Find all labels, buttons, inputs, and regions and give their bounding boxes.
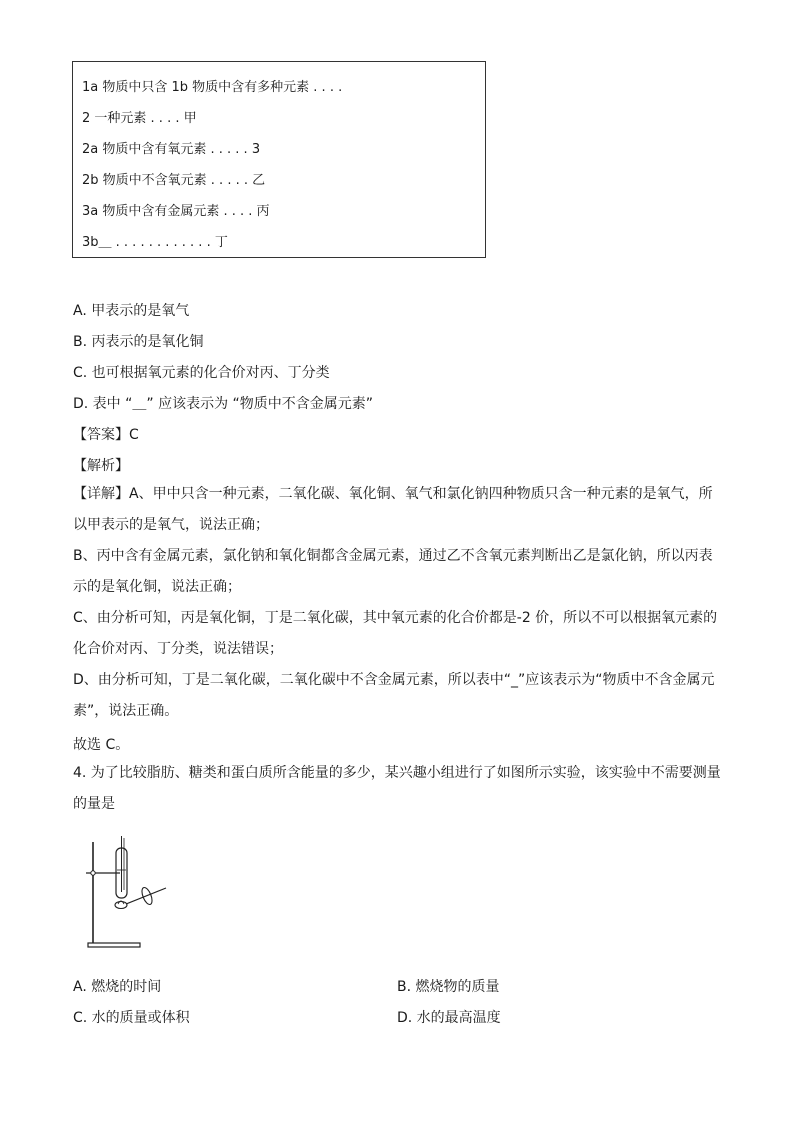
q4-option-c: C. 水的质量或体积 xyxy=(73,1010,190,1026)
explanation-a: 【详解】A、甲中只含一种元素，二氧化碳、氧化铜、氧气和氯化钠四种物质只含一种元素的是氧气，所以甲表示的是氧气，说法正确； xyxy=(73,486,713,533)
q4-option-d: D. 水的最高温度 xyxy=(397,1010,501,1026)
key-line-2: 2 一种元素 . . . . 甲 xyxy=(82,111,197,126)
key-line-5: 3a 物质中含有金属元素 . . . . 丙 xyxy=(82,204,270,219)
explanation-c: C、由分析可知，丙是氧化铜，丁是二氧化碳，其中氧元素的化合价都是-2 价，所以不可以根据氧元素的化合价对丙、丁分类，说法错误； xyxy=(73,610,718,657)
explanation-b: B、丙中含有金属元素，氯化钠和氧化铜都含金属元素，通过乙不含氧元素判断出乙是氯化钠，所以丙表示的是氧化铜，说法正确； xyxy=(73,548,713,595)
conclusion: 故选 C。 xyxy=(73,737,130,753)
q4-stem: 4. 为了比较脂肪、糖类和蛋白质所含能量的多少，某兴趣小组进行了如图所示实验，该实验中不需要测量的量是 xyxy=(73,765,721,812)
q4-option-b: B. 燃烧物的质量 xyxy=(397,979,500,995)
q3-option-b: B. 丙表示的是氧化铜 xyxy=(73,334,204,350)
analysis-label: 【解析】 xyxy=(73,458,129,474)
calorimeter-apparatus-figure xyxy=(82,832,172,952)
q3-option-c: C. 也可根据氧元素的化合价对丙、丁分类 xyxy=(73,365,330,381)
key-line-1: 1a 物质中只含 1b 物质中含有多种元素 . . . . xyxy=(82,80,343,95)
q3-option-a: A. 甲表示的是氧气 xyxy=(73,303,190,319)
q4-option-a: A. 燃烧的时间 xyxy=(73,979,162,995)
classification-key-box xyxy=(72,61,486,258)
q3-option-d: D. 表中 “＿” 应该表示为 “物质中不含金属元素” xyxy=(73,396,374,412)
answer-label: 【答案】C xyxy=(73,427,139,443)
explanation-d: D、由分析可知，丁是二氧化碳，二氧化碳中不含金属元素，所以表中“_”应该表示为“物质中不含金属元素”，说法正确。 xyxy=(73,672,715,719)
key-line-3: 2a 物质中含有氧元素 . . . . . 3 xyxy=(82,142,261,157)
key-line-4: 2b 物质中不含氧元素 . . . . . 乙 xyxy=(82,173,266,188)
key-line-6: 3b＿ . . . . . . . . . . . . 丁 xyxy=(82,235,228,250)
